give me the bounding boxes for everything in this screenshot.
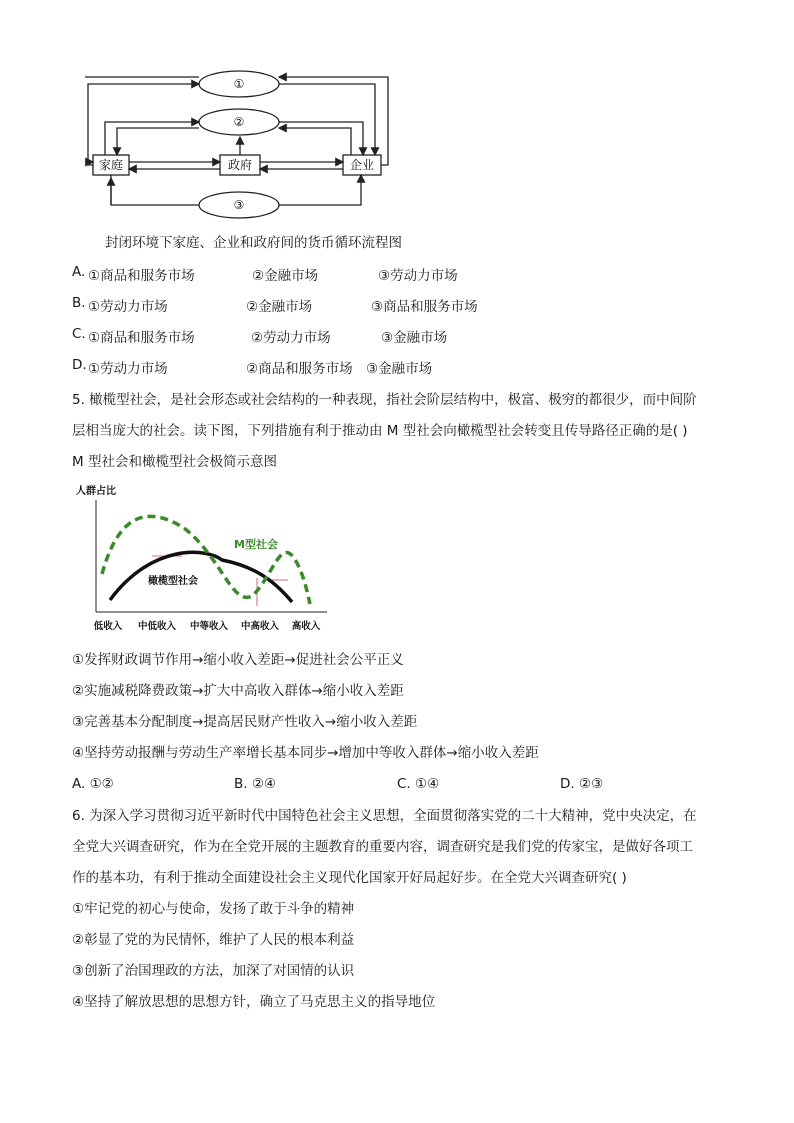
q6-stem-line1: 6. 为深入学习贯彻习近平新时代中国特色社会主义思想，全面贯彻落实党的二十大精神，党中央决定，在 — [72, 808, 697, 824]
q5-statement-3: ③完善基本分配制度→提高居民财产性收入→缩小收入差距 — [72, 714, 418, 730]
q5-statement-1: ①发挥财政调节作用→缩小收入差距→促进社会公平正义 — [72, 652, 404, 668]
government-label: 政府 — [227, 158, 253, 172]
q6-statement-4: ④坚持了解放思想的思想方针，确立了马克思主义的指导地位 — [72, 994, 436, 1010]
x-tick-4: 高收入 — [291, 621, 321, 632]
enterprise-label: 企业 — [349, 158, 375, 172]
q6-statement-2: ②彰显了党的为民情怀，维护了人民的根本利益 — [72, 932, 355, 948]
money-flow-diagram — [85, 62, 405, 222]
m-society-label: M型社会 — [234, 538, 278, 551]
x-tick-1: 中低收入 — [137, 621, 177, 632]
node2-label: ② — [233, 115, 245, 129]
y-axis-label: 人群占比 — [76, 486, 116, 497]
diagram-caption: 封闭环境下家庭、企业和政府间的货币循环流程图 — [105, 235, 402, 251]
x-tick-0: 低收入 — [93, 621, 123, 632]
olive-society-label: 橄榄型社会 — [148, 576, 198, 587]
q6-statement-1: ①牢记党的初心与使命，发扬了敢于斗争的精神 — [72, 901, 355, 917]
q5-stem-line2: 层相当庞大的社会。读下图，下列措施有利于推动由 M 型社会向橄榄型社会转变且传导路径正确的是( ) — [72, 423, 688, 439]
node1-label: ① — [233, 77, 245, 91]
q5-choice-d: D. ②③ — [560, 776, 604, 792]
household-label: 家庭 — [98, 158, 124, 172]
q5-figure-title: M 型社会和橄榄型社会极简示意图 — [72, 454, 277, 470]
q5-statement-4: ④坚持劳动报酬与劳动生产率增长基本同步→增加中等收入群体→缩小收入差距 — [72, 745, 539, 761]
m-olive-society-chart — [72, 478, 342, 638]
x-tick-2: 中等收入 — [189, 621, 229, 632]
q6-stem-line3: 作的基本功，有利于推动全面建设社会主义现代化国家开好局起好步。在全党大兴调查研究( ) — [72, 870, 627, 886]
x-tick-3: 中高收入 — [240, 621, 280, 632]
q6-stem-line2: 全党大兴调查研究，作为在全党开展的主题教育的重要内容，调查研究是我们党的传家宝，是做好各项工 — [72, 839, 693, 855]
q5-choice-c: C. ①④ — [397, 776, 440, 792]
q5-statement-2: ②实施减税降费政策→扩大中高收入群体→缩小收入差距 — [72, 683, 404, 699]
m-society-curve — [102, 516, 310, 604]
q5-choice-b: B. ②④ — [234, 776, 277, 792]
q5-stem-line1: 5. 橄榄型社会，是社会形态或社会结构的一种表现，指社会阶层结构中，极富、极穷的都很少，而中间阶 — [72, 392, 697, 408]
node3-label: ③ — [233, 198, 245, 212]
q6-statement-3: ③创新了治国理政的方法，加深了对国情的认识 — [72, 963, 355, 979]
q5-choice-a: A. ①② — [72, 776, 114, 792]
